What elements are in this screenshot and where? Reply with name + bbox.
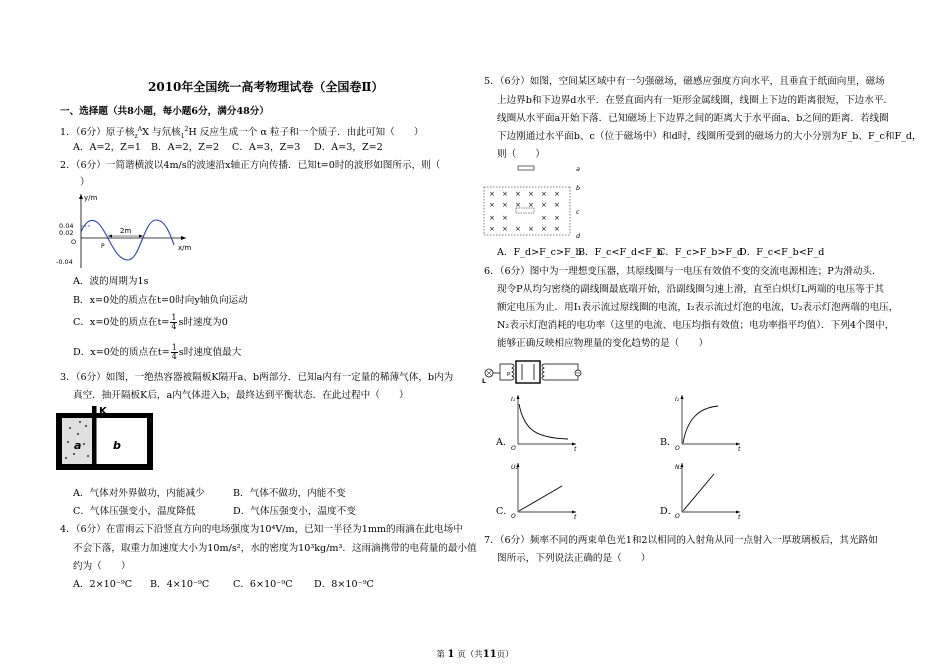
svg-text:N₂: N₂ bbox=[675, 464, 682, 471]
svg-text:×: × bbox=[541, 190, 547, 198]
svg-text:O: O bbox=[71, 238, 77, 246]
axis-label-x: x/m bbox=[178, 244, 192, 252]
question-4-stem-2: 不会下落，取重力加速度大小为10m/s²，水的密度为10³kg/m³．这雨滴携带的电荷量的最小值 bbox=[73, 543, 477, 554]
question-5-option-a: A．F_d>F_c>F_b bbox=[497, 247, 582, 258]
question-1-stem: 1．（6分）原子核$_z^A$X 与氘核$_1^2$H 反应生成一个 α 粒子和一个质子．由此可知（ ） bbox=[60, 126, 424, 141]
svg-text:t: t bbox=[574, 446, 577, 453]
graph-b bbox=[674, 392, 746, 452]
svg-text:d: d bbox=[576, 232, 581, 240]
question-3-option-c: C．气体压强变小，温度降低 bbox=[73, 506, 196, 517]
question-2-option-a: A．波的周期为1s bbox=[73, 276, 149, 287]
graph-b-label: B． bbox=[660, 437, 677, 448]
partition-label-k: K bbox=[99, 406, 107, 417]
question-5-stem-5: 则（ ） bbox=[497, 149, 545, 160]
svg-text:×: × bbox=[502, 214, 508, 222]
question-3-option-b: B．气体不做功，内能不变 bbox=[233, 488, 346, 499]
svg-text:L: L bbox=[482, 378, 486, 385]
svg-text:×: × bbox=[489, 190, 495, 198]
question-2-option-d: D．x=0处的质点在t= $\frac{1}{4}$ s时速度值最大 bbox=[73, 343, 242, 361]
question-2-stem-end: ） bbox=[80, 177, 90, 188]
question-7-stem-2: 图所示，下列说法正确的是（ ） bbox=[497, 553, 651, 564]
question-1-option-c: C．A=3，Z=3 bbox=[232, 142, 301, 153]
svg-text:I₁: I₁ bbox=[511, 396, 516, 403]
question-7-stem: 7．（6分）频率不同的两束单色光1和2以相同的入射角从同一点射入一厚玻璃板后，其光路如 bbox=[484, 535, 878, 546]
svg-text:I₂: I₂ bbox=[675, 396, 680, 403]
svg-text:O: O bbox=[511, 445, 516, 452]
svg-text:×: × bbox=[502, 190, 508, 198]
svg-text:×: × bbox=[502, 225, 508, 233]
question-4-option-d: D．8×10⁻⁹C bbox=[314, 579, 374, 590]
page-footer: 第 1 页（共11页） bbox=[436, 649, 514, 660]
question-5-stem-4: 下边刚通过水平面b、c（位于磁场中）和d时，线圈所受到的磁场力的大小分别为F_b、F_c和F_d， bbox=[497, 131, 922, 142]
question-5-stem: 5．（6分）如图，空间某区域中有一匀强磁场，磁感应强度方向水平，且垂直于纸面向里，磁场 bbox=[484, 76, 885, 87]
svg-text:a: a bbox=[576, 165, 580, 173]
svg-text:×: × bbox=[541, 214, 547, 222]
svg-text:×: × bbox=[554, 214, 560, 222]
svg-text:×: × bbox=[489, 225, 495, 233]
chamber-label-b: b bbox=[113, 439, 121, 452]
question-1-option-d: D．A=3，Z=2 bbox=[314, 142, 383, 153]
magnetic-field-figure bbox=[482, 164, 582, 242]
svg-text:×: × bbox=[489, 214, 495, 222]
page-total: 11 bbox=[482, 649, 497, 660]
question-5-option-c: C．F_c>F_b>F_d bbox=[658, 247, 744, 258]
question-3-stem-2: 真空．抽开隔板K后，a内气体进入b，最终达到平衡状态．在此过程中（ ） bbox=[73, 390, 409, 401]
transformer-circuit bbox=[482, 356, 587, 386]
question-3-option-a: A．气体对外界做功，内能减少 bbox=[73, 488, 205, 499]
graph-d bbox=[674, 460, 746, 520]
question-4-stem-3: 约为（ ） bbox=[73, 561, 131, 572]
question-6-stem-2: 现令P从均匀密绕的副线圈最底端开始，沿副线圈匀速上滑，直至白炽灯L两端的电压等于其 bbox=[497, 284, 884, 295]
svg-text:0.04: 0.04 bbox=[59, 222, 74, 230]
svg-text:P: P bbox=[507, 372, 511, 378]
svg-text:×: × bbox=[528, 225, 534, 233]
svg-text:×: × bbox=[541, 201, 547, 209]
svg-text:×: × bbox=[489, 201, 495, 209]
graph-a-label: A． bbox=[496, 437, 513, 448]
question-5-stem-2: 上边界b和下边界d水平．在竖直面内有一矩形金属线圈，线圈上下边的距离很短，下边水平． bbox=[497, 95, 894, 106]
svg-text:×: × bbox=[515, 225, 521, 233]
question-4-option-c: C．6×10⁻⁹C bbox=[233, 579, 293, 590]
svg-text:×: × bbox=[502, 201, 508, 209]
graph-d-label: D． bbox=[660, 506, 678, 517]
svg-text:×: × bbox=[528, 201, 534, 209]
question-4-option-a: A．2×10⁻⁹C bbox=[73, 579, 133, 590]
svg-text:×: × bbox=[554, 190, 560, 198]
svg-text:×: × bbox=[554, 201, 560, 209]
question-2-stem: 2．（6分）一简谐横波以4m/s的波速沿x轴正方向传播．已知t=0时的波形如图所示，则（ bbox=[60, 160, 441, 171]
question-6-stem: 6．（6分）图中为一理想变压器，其原线圈与一电压有效值不变的交流电源相连；P为滑动头． bbox=[484, 266, 882, 277]
question-6-stem-3: 额定电压为止．用I₁表示流过原线圈的电流，I₂表示流过灯泡的电流，U₂表示灯泡两端的电压， bbox=[497, 302, 899, 313]
question-3-stem: 3．（6分）如图，一绝热容器被隔板K隔开a、b两部分．已知a内有一定量的稀薄气体，b内为 bbox=[60, 372, 454, 383]
axis-label-y: y/m bbox=[84, 194, 98, 202]
point-p-label: P bbox=[101, 243, 105, 250]
question-4-option-b: B．4×10⁻⁹C bbox=[150, 579, 210, 590]
question-6-stem-4: N₂表示灯泡消耗的电功率（这里的电流、电压均指有效值；电功率指平均值）．下列4个图中， bbox=[497, 320, 895, 331]
section-heading: 一、选择题（共8小题，每小题6分，满分48分） bbox=[60, 106, 269, 117]
svg-text:×: × bbox=[528, 190, 534, 198]
svg-text:×: × bbox=[554, 225, 560, 233]
question-4-stem: 4．（6分）在雷雨云下沿竖直方向的电场强度为10⁴V/m，已知一半径为1mm的雨滴在此电场中 bbox=[60, 524, 463, 535]
question-5-option-d: D．F_c<F_b<F_d bbox=[739, 247, 825, 258]
svg-text:×: × bbox=[515, 201, 521, 209]
page-number: 1 bbox=[447, 649, 455, 660]
graph-c-label: C． bbox=[496, 506, 513, 517]
svg-text:c: c bbox=[576, 208, 580, 216]
svg-text:0.02: 0.02 bbox=[59, 229, 74, 237]
svg-text:O: O bbox=[675, 445, 680, 452]
wavelength-label: 2m bbox=[120, 227, 132, 235]
container-figure bbox=[56, 404, 156, 470]
question-5-option-b: B．F_c<F_d<F_b bbox=[578, 247, 663, 258]
svg-text:t: t bbox=[574, 514, 577, 521]
question-5-stem-3: 线圈从水平面a开始下落．已知磁场上下边界之间的距离大于水平面a、b之间的距离．若线圈 bbox=[497, 113, 889, 124]
svg-text:O: O bbox=[511, 513, 516, 520]
question-1-option-b: B．A=2，Z=2 bbox=[151, 142, 220, 153]
svg-text:×: × bbox=[515, 190, 521, 198]
svg-text:-0.04: -0.04 bbox=[56, 258, 73, 266]
svg-text:t: t bbox=[738, 514, 741, 521]
svg-text:U₂: U₂ bbox=[511, 464, 518, 471]
svg-text:b: b bbox=[576, 184, 581, 192]
wave-figure bbox=[58, 190, 198, 270]
svg-text:×: × bbox=[541, 225, 547, 233]
question-2-option-c: C．x=0处的质点在t= $\frac{1}{4}$ s时速度为0 bbox=[73, 313, 228, 331]
page-title: 2010年全国统一高考物理试卷（全国卷Ⅱ） bbox=[148, 80, 384, 94]
graph-a bbox=[510, 392, 582, 452]
question-2-option-b: B．x=0处的质点在t=0时向y轴负向运动 bbox=[73, 295, 248, 306]
question-1-option-a: A．A=2，Z=1 bbox=[73, 142, 141, 153]
svg-text:t: t bbox=[738, 446, 741, 453]
question-3-option-d: D．气体压强变小，温度不变 bbox=[233, 506, 356, 517]
chamber-label-a: a bbox=[74, 439, 82, 452]
svg-text:O: O bbox=[675, 513, 680, 520]
graph-c bbox=[510, 460, 582, 520]
question-6-stem-5: 能够正确反映相应物理量的变化趋势的是（ ） bbox=[497, 338, 709, 349]
